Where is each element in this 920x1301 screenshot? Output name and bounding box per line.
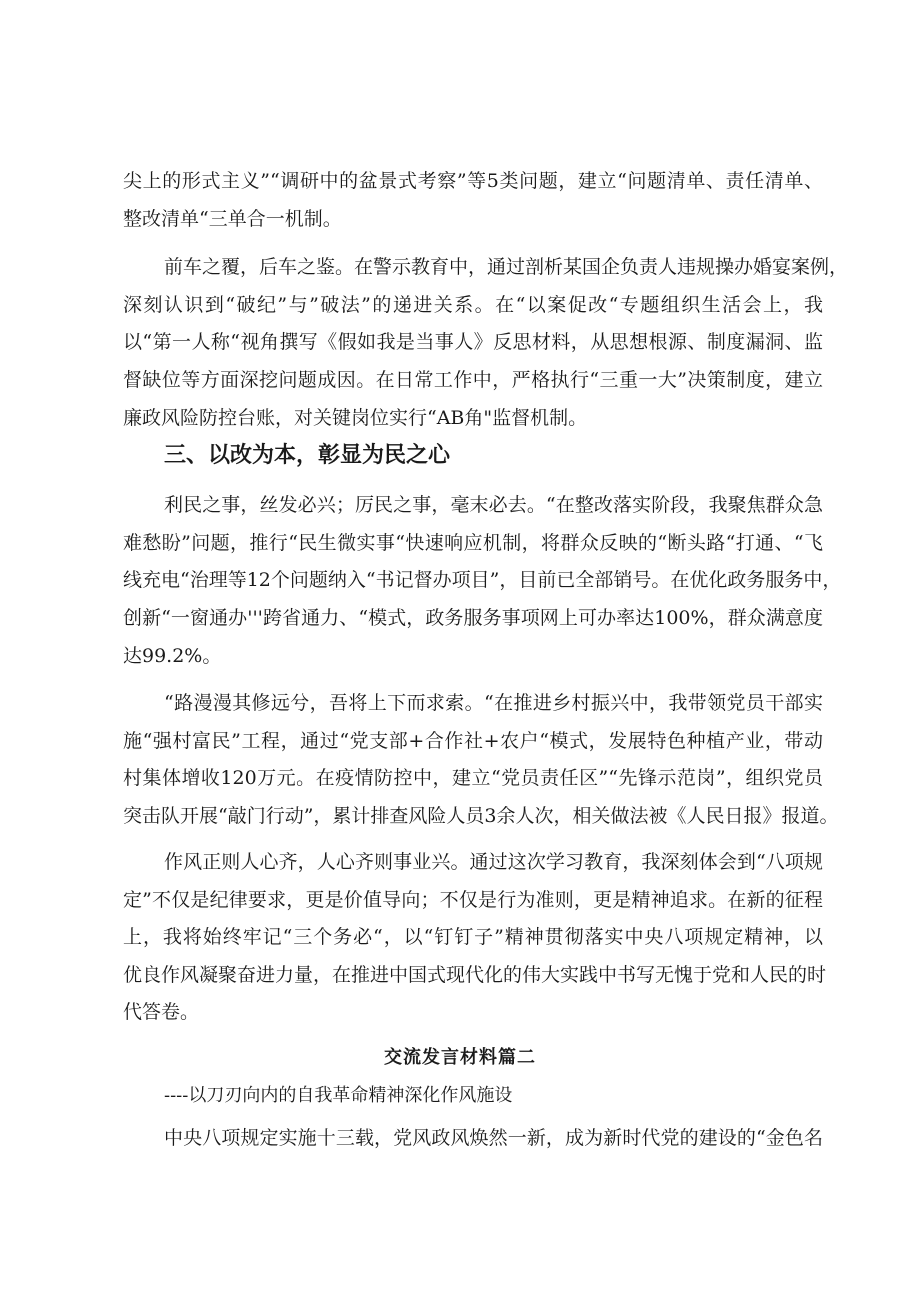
paragraph-line: 创新“一窗通办'''跨省通力、“模式，政务服务事项网上可办率达100%，群众满意度 — [123, 607, 823, 629]
section-heading: 三、以改为本，彰显为民之心 — [164, 443, 451, 468]
paragraph-line: 施“强村富民”工程，通过“党支部+合作社+农户“模式，发展特色种植产业，带动 — [123, 730, 823, 752]
paragraph-line: 优良作风凝聚奋进力量，在推进中国式现代化的伟大实践中书写无愧于党和人民的时 — [123, 964, 827, 986]
paragraph-line: 难愁盼”问题，推行“民生微实事“快速响应机制，将群众反映的“断头路“打通、“飞 — [123, 532, 823, 554]
paragraph-line: 作风正则人心齐，人心齐则事业兴。通过这次学习教育，我深刻体会到“八项规 — [164, 851, 823, 873]
paragraph-line: 达99.2%。 — [123, 645, 222, 667]
paragraph-line: 尖上的形式主义”“调研中的盆景式考察”等5类问题，建立“问题清单、责任清单、 — [123, 170, 823, 192]
paragraph-line: 前车之覆，后车之鉴。在警示教育中，通过剖析某国企负责人违规操办婚宴案例， — [164, 256, 849, 278]
paragraph-line: 以“第一人称“视角撰写《假如我是当事人》反思材料，从思想根源、制度漏洞、监 — [123, 331, 823, 353]
paragraph-line: 定”不仅是纪律要求，更是价值导向；不仅是行为准则，更是精神追求。在新的征程 — [123, 889, 823, 911]
paragraph-line: 代答卷。 — [123, 1001, 200, 1023]
paragraph-line: 上，我将始终牢记“三个务必“，以“钉钉子”精神贯彻落实中央八项规定精神，以 — [123, 926, 823, 948]
paragraph-line: 整改清单“三单合一机制。 — [123, 208, 342, 230]
section-subtitle: ----以刀刃向内的自我革命精神深化作风施设 — [164, 1085, 513, 1106]
paragraph-line: 线充电“治理等12个问题纳入“书记督办项目”，目前已全部销号。在优化政务服务中， — [123, 569, 842, 591]
paragraph-line: “路漫漫其修远兮，吾将上下而求索。“在推进乡村振兴中，我带领党员干部实 — [164, 692, 823, 714]
paragraph-line: 利民之事，丝发必兴；厉民之事，毫末必去。“在整改落实阶段，我聚焦群众急 — [164, 494, 823, 516]
paragraph-line: 村集体增收120万元。在疫情防控中，建立“党员责任区”“先锋示范岗”，组织党员 — [123, 767, 823, 789]
paragraph-line: 中央八项规定实施十三载，党风政风焕然一新，成为新时代党的建设的“金色名 — [164, 1127, 823, 1149]
paragraph-line: 督缺位等方面深挖问题成因。在日常工作中，严格执行“三重一大”决策制度，建立 — [123, 369, 823, 391]
paragraph-line: 深刻认识到“破纪”与”破法”的递进关系。在“以案促改“专题组织生活会上，我 — [123, 294, 823, 316]
section-title: 交流发言材料篇二 — [384, 1047, 536, 1068]
paragraph-line: 突击队开展“敲门行动”，累计排查风险人员3余人次，相关做法被《人民日报》报道。 — [123, 805, 839, 827]
paragraph-line: 廉政风险防控台账，对关键岗位实行“AB角"监督机制。 — [123, 407, 588, 429]
